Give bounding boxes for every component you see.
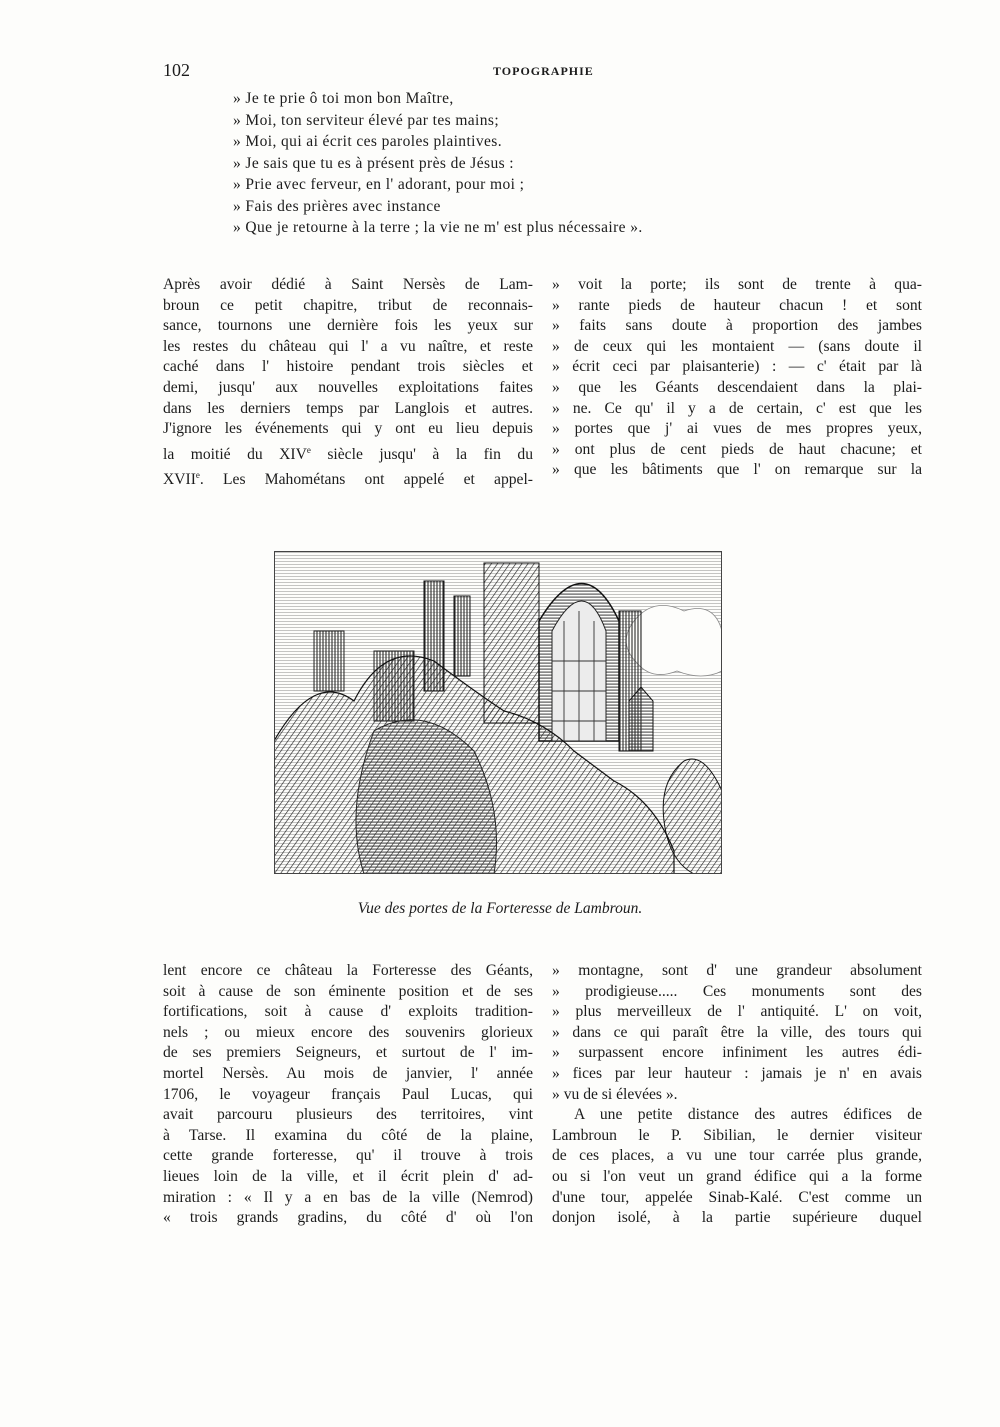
ruin-block	[314, 631, 344, 691]
text-line: sance, tournons une dernière fois les yeux sur	[163, 317, 533, 335]
text-line: nels ; ou mieux encore des souvenirs glorieux	[163, 1023, 533, 1041]
text-line: » que les bâtiments que l' on remarque sur la	[552, 461, 922, 479]
poem-line: » Moi, qui ai écrit ces paroles plaintives.	[233, 133, 503, 150]
poem-line: » Je sais que tu es à présent près de Jésus :	[233, 154, 515, 172]
pillar	[454, 596, 470, 676]
text-line: caché dans l' histoire pendant trois siècles et	[163, 358, 533, 376]
text-line: » surpassent encore infiniment les autres édi-	[552, 1044, 922, 1062]
text-line: à Tarse. Il examina du côté de la plaine,	[163, 1126, 533, 1144]
text-line: Après avoir dédié à Saint Nersès de Lam-	[163, 276, 533, 293]
poem-line: » Je te prie ô toi mon bon Maître,	[233, 90, 454, 107]
text-line: miration : « Il y a en bas de la ville (Nemrod)	[163, 1188, 533, 1206]
poem-line: » Fais des prières avec instance	[233, 197, 441, 215]
text-line: A une petite distance des autres édifices de	[574, 1106, 922, 1124]
text-line: » que les Géants descendaient dans la plai-	[552, 378, 922, 396]
text-line: » faits sans doute à proportion des jambes	[552, 317, 922, 335]
text-line: » plus merveilleux de l' antiquité. L' on voit,	[552, 1003, 922, 1021]
text-line: soit à cause de son éminente position et de ses	[163, 982, 533, 1000]
tower	[484, 563, 539, 723]
text-line: » vu de si élevées ».	[552, 1085, 678, 1103]
text-line: « trois grands gradins, du côté d' où l'on	[163, 1209, 533, 1227]
text-line: mortel Nersès. Au mois de janvier, l' année	[163, 1064, 533, 1082]
text-line: » fices par leur hauteur : jamais je n' en avais	[552, 1064, 922, 1082]
text-line: » écrit ceci par plaisanterie) : — c' était par là	[552, 358, 922, 376]
page-number: 102	[163, 60, 190, 80]
text-line: » portes que j' ai vues de mes propres yeux,	[552, 420, 922, 438]
text-line: de ses premiers Seigneurs, et surtout de l' im-	[163, 1044, 533, 1062]
text-line: » de ceux qui les montaient — (sans doute il	[552, 337, 922, 355]
text-line: de ces places, a vu une tour carrée plus grande,	[552, 1147, 922, 1165]
text-line: lieues loin de la ville, et il écrit plein d' ad-	[163, 1167, 533, 1185]
fortress-engraving	[274, 551, 722, 874]
text-line: XVIIe. Les Mahométans ont appelé et appel-	[163, 470, 533, 489]
poem-line: » Que je retourne à la terre ; la vie ne m' est plus nécessaire ».	[233, 219, 643, 236]
text-line: 1706, le voyageur français Paul Lucas, qui	[163, 1085, 533, 1103]
text-line: » prodigieuse..... Ces monuments sont des	[552, 982, 922, 1000]
text-line: » rante pieds de hauteur chacun ! et sont	[552, 296, 922, 314]
text-column-bottom-left	[163, 961, 533, 1229]
text-line: demi, jusqu' aux nouvelles exploitations faites	[163, 378, 533, 396]
text-column-bottom-right	[552, 961, 922, 1229]
small-chapel	[629, 687, 653, 751]
text-line: » montagne, sont d' une grandeur absolument	[552, 962, 922, 979]
text-line: J'ignore les événements qui y ont eu lieu depuis	[163, 420, 533, 438]
text-line: donjon isolé, à la partie supérieure duquel	[552, 1209, 922, 1227]
text-line: Lambroun le P. Sibilian, le dernier visiteur	[552, 1126, 922, 1144]
poem-line: » Prie avec ferveur, en l' adorant, pour moi ;	[233, 176, 525, 193]
text-line: lent encore ce château la Forteresse des Géants,	[163, 962, 533, 979]
text-line: » ont plus de cent pieds de haut chacune; et	[552, 440, 922, 458]
text-line: broun ce petit chapitre, tribut de reconnais-	[163, 296, 533, 314]
text-column-top-left	[163, 275, 533, 491]
text-line: d'une tour, appelée Sinab-Kalé. C'est comme un	[552, 1188, 922, 1206]
running-title: TOPOGRAPHIE	[493, 64, 594, 78]
poem-line: » Moi, ton serviteur élevé par tes mains;	[233, 111, 500, 129]
text-line: cette grande forteresse, qu' il trouve à trois	[163, 1147, 533, 1165]
text-line: la moitié du XIVe siècle jusqu' à la fin du	[163, 444, 533, 463]
text-line: » dans ce qui paraît être la ville, des tours qui	[552, 1023, 922, 1041]
text-line: » ne. Ce qu' il y a de certain, c' est que les	[552, 399, 922, 417]
figure-caption: Vue des portes de la Forteresse de Lambroun.	[357, 900, 643, 917]
text-line: fortifications, soit à cause d' exploits tradition-	[163, 1003, 533, 1021]
text-line: » voit la porte; ils sont de trente à qua-	[552, 276, 922, 293]
text-line: avait parcouru plusieurs des territoires, vint	[163, 1106, 533, 1124]
poem-block	[233, 88, 853, 239]
text-line: les restes du château qui l' a vu naître, et reste	[163, 337, 533, 355]
text-line: ou si l'on veut un grand édifice qui a la forme	[552, 1167, 922, 1185]
text-line: dans les derniers temps par Langlois et autres.	[163, 399, 533, 417]
text-column-top-right	[552, 275, 922, 481]
